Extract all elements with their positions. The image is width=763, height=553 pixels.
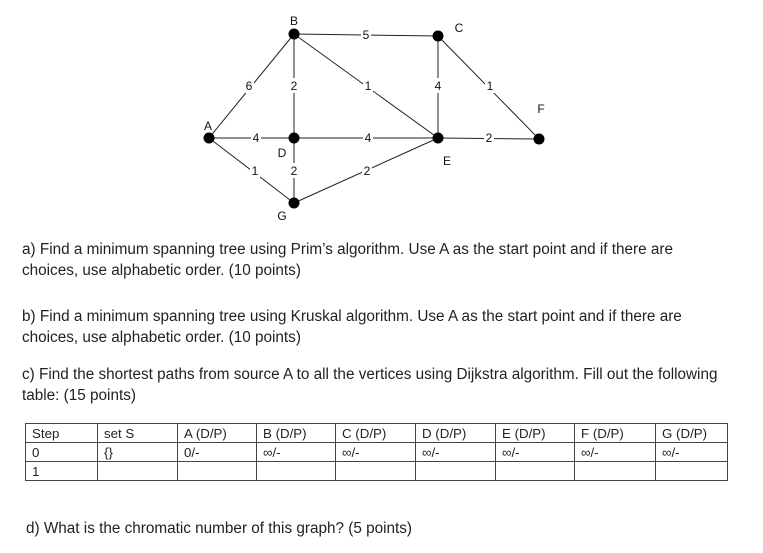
vertex-label-G: G [277, 209, 287, 223]
vertex-F [534, 134, 545, 145]
question-b: b) Find a minimum spanning tree using Kruskal algorithm. Use A as the start point and if there are choices, use alphabetic order. (10 points) [22, 308, 682, 346]
table-cell: ∞/- [575, 443, 656, 462]
question-d: d) What is the chromatic number of this graph? (5 points) [26, 520, 412, 537]
header-cell: G (D/P) [656, 424, 728, 443]
table-cell: ∞/- [496, 443, 575, 462]
header-cell: set S [98, 424, 178, 443]
table-cell [416, 462, 496, 481]
edge-weight-B-C: 5 [362, 28, 370, 42]
table-cell: 0/- [178, 443, 257, 462]
table-cell: ∞/- [416, 443, 496, 462]
table-cell: ∞/- [336, 443, 416, 462]
table-cell [178, 462, 257, 481]
dijkstra-table [25, 423, 728, 481]
table-cell [257, 462, 336, 481]
edge-weight-A-D: 4 [252, 131, 260, 145]
vertex-E [433, 133, 444, 144]
vertex-label-B: B [289, 14, 299, 28]
edge-weight-E-F: 2 [485, 131, 493, 145]
table-cell [656, 462, 728, 481]
header-cell: F (D/P) [575, 424, 656, 443]
vertex-D [289, 133, 300, 144]
header-cell: B (D/P) [257, 424, 336, 443]
edge-weight-D-G: 2 [290, 164, 298, 178]
vertex-G [289, 198, 300, 209]
edge-weight-C-F: 1 [486, 79, 494, 93]
header-cell: D (D/P) [416, 424, 496, 443]
header-cell: Step [26, 424, 98, 443]
question-a: a) Find a minimum spanning tree using Prim’s algorithm. Use A as the start point and if there are choices, use alphabetic order. (10 points) [22, 241, 673, 279]
edge-weight-A-G: 1 [251, 164, 259, 178]
question-c: c) Find the shortest paths from source A to all the vertices using Dijkstra algorithm. Fill out the following table: (15 points) [22, 366, 718, 404]
edge-weight-D-E: 4 [364, 131, 372, 145]
header-cell: C (D/P) [336, 424, 416, 443]
table-cell [496, 462, 575, 481]
table-cell: ∞/- [656, 443, 728, 462]
edge-weight-B-E: 1 [364, 79, 372, 93]
vertex-label-A: A [203, 119, 213, 133]
table-cell: {} [98, 443, 178, 462]
table-row [26, 443, 728, 462]
table-cell: 1 [26, 462, 98, 481]
table-cell [575, 462, 656, 481]
table-cell [336, 462, 416, 481]
edge-weight-E-G: 2 [363, 164, 371, 178]
vertex-C [433, 31, 444, 42]
table-cell [98, 462, 178, 481]
edge-weight-B-D: 2 [290, 79, 298, 93]
table-row [26, 462, 728, 481]
table-cell: ∞/- [257, 443, 336, 462]
header-cell: A (D/P) [178, 424, 257, 443]
vertex-label-D: D [277, 146, 287, 160]
header-cell: E (D/P) [496, 424, 575, 443]
vertex-B [289, 29, 300, 40]
table-cell: 0 [26, 443, 98, 462]
vertex-label-E: E [442, 154, 452, 168]
vertex-A [204, 133, 215, 144]
vertex-label-C: C [454, 21, 464, 35]
graph-diagram [0, 0, 763, 230]
edge-weight-C-E: 4 [434, 79, 442, 93]
vertex-label-F: F [537, 102, 545, 116]
edge-weight-A-B: 6 [245, 79, 253, 93]
table-header-row [26, 424, 728, 443]
